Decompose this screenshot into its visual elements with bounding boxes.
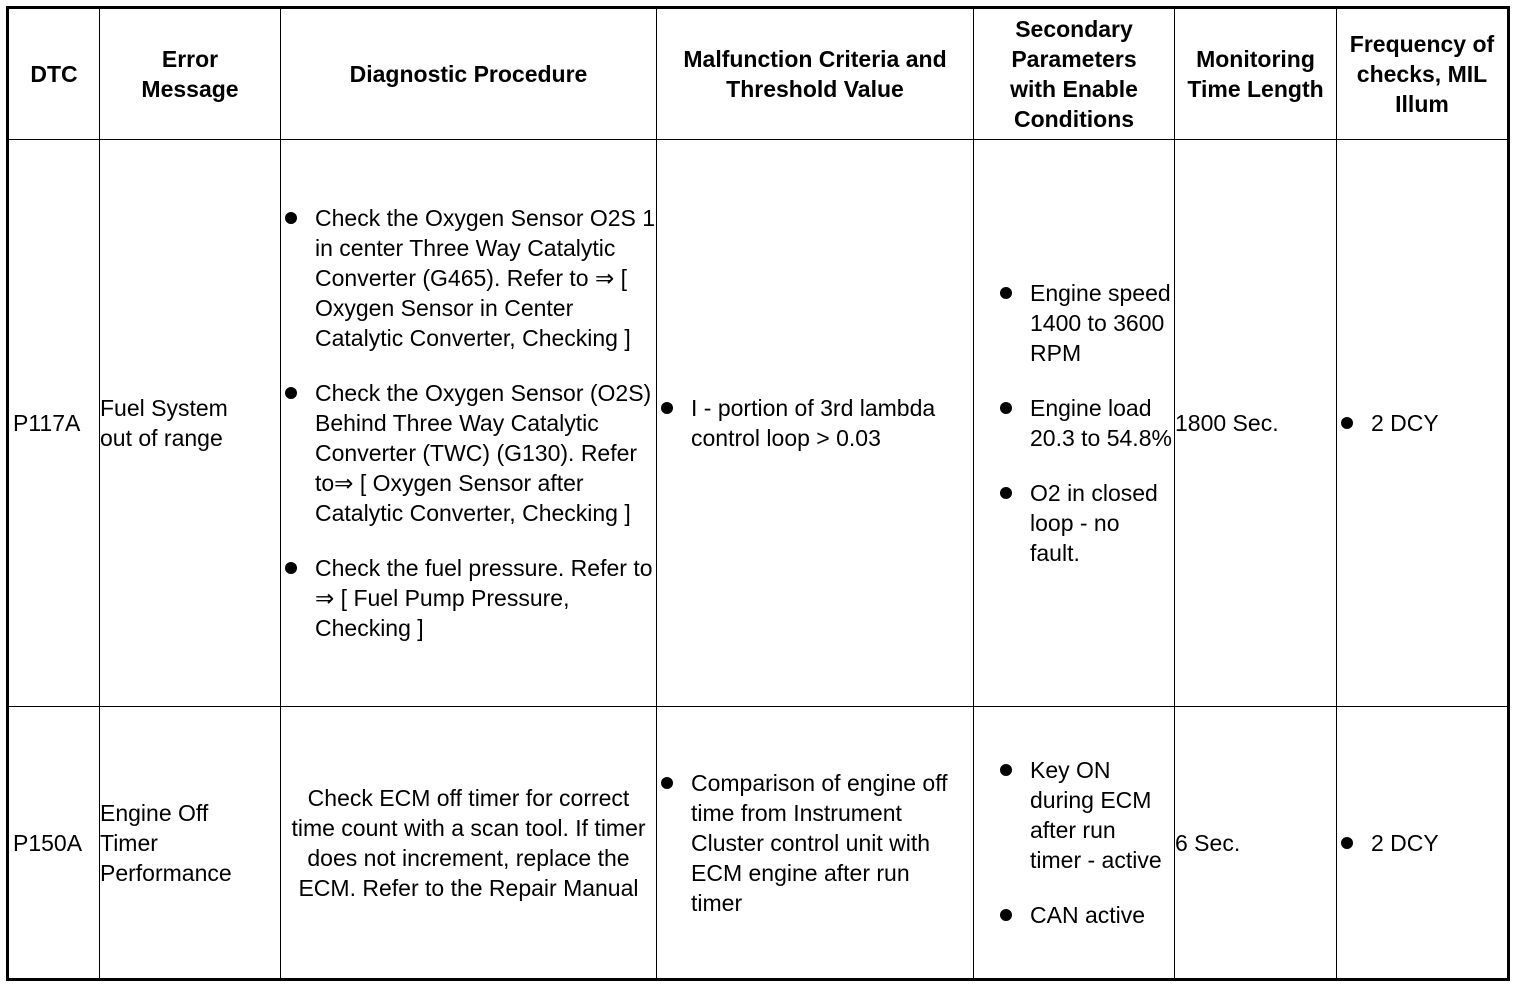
header-row [8,8,1509,140]
procedure-step: Check the Oxygen Sensor O2S 1 in center Three Way Catalytic Converter (G465). Refer to ⇒ [ Oxygen Sensor in Center Catalytic Converter, Checking ] [281,203,656,353]
secondary-item: Engine load 20.3 to 54.8% [996,393,1172,453]
header-diagnostic-procedure: Diagnostic Procedure [281,8,657,140]
error-message: Fuel System out of range [100,140,281,707]
dtc-table [6,6,1510,981]
table-row [8,140,1509,707]
malfunction-criteria [657,707,974,980]
header-monitoring-time: Monitoring Time Length [1175,8,1337,140]
procedure-step: Check the Oxygen Sensor (O2S) Behind Three Way Catalytic Converter (TWC) (G130). Refer to⇒ [ Oxygen Sensor after Catalytic Converter, Checking ] [281,378,656,528]
secondary-item: CAN active [996,900,1164,930]
frequency-item: 2 DCY [1337,408,1507,438]
error-message: Engine Off Timer Performance [100,707,281,980]
dtc-code: P150A [8,707,100,980]
monitoring-time: 6 Sec. [1175,707,1337,980]
criteria-item: I - portion of 3rd lambda control loop > 0.03 [657,393,961,453]
criteria-item: Comparison of engine off time from Instrument Cluster control unit with ECM engine after run timer [657,768,961,918]
header-error-message: Error Message [100,8,281,140]
header-dtc: DTC [8,8,100,140]
procedure-step: Check the fuel pressure. Refer to ⇒ [ Fuel Pump Pressure, Checking ] [281,553,656,643]
monitoring-time: 1800 Sec. [1175,140,1337,707]
diagnostic-procedure [281,140,657,707]
secondary-item: Engine speed 1400 to 3600 RPM [996,278,1172,368]
secondary-item: Key ON during ECM after run timer - active [996,755,1164,875]
header-frequency: Frequency of checks, MIL Illum [1337,8,1509,140]
secondary-parameters [974,707,1175,980]
malfunction-criteria [657,140,974,707]
table-row [8,707,1509,980]
header-malfunction-criteria: Malfunction Criteria and Threshold Value [657,8,974,140]
frequency-item: 2 DCY [1337,828,1507,858]
frequency [1337,140,1509,707]
header-secondary-parameters: Secondary Parameters with Enable Conditions [974,8,1175,140]
secondary-item: O2 in closed loop - no fault. [996,478,1172,568]
diagnostic-procedure: Check ECM off timer for correct time count with a scan tool. If timer does not increment, replace the ECM. Refer to the Repair Manual [281,707,657,980]
dtc-code: P117A [8,140,100,707]
secondary-parameters [974,140,1175,707]
frequency [1337,707,1509,980]
